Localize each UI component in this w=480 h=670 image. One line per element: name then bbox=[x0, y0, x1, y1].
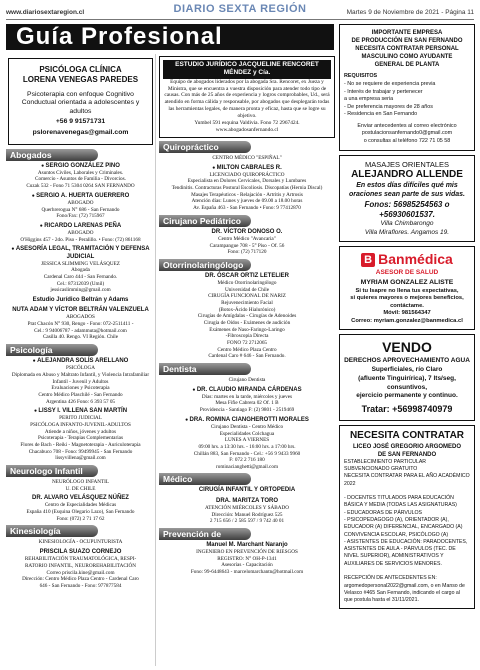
law-firm-title: ESTUDIO JURÍDICO JACQUELINE RENCORET MÉNDEZ y Cía. bbox=[163, 60, 331, 79]
middle-detail: Providencia - Santiago F: (2) 9801 - 2519469 bbox=[199, 407, 295, 414]
left-detail: Flores de Bach - Reiki - Magnetoterapia - Auriculoterapia bbox=[20, 442, 141, 449]
left-detail: KINESIOLOGÍA - OCUPUNTURISTA bbox=[38, 539, 123, 546]
middle-detail: Centro Médico Plaza Centro bbox=[217, 346, 277, 353]
middle-entry bbox=[159, 273, 335, 360]
left-detail: O'Higgins 457 - 2do. Piso - Peralillo. • Fono: (72) 861168 bbox=[20, 236, 141, 243]
left-detail: ABOGADO bbox=[67, 199, 94, 206]
left-detail: Diplomada en Abuso y Maltrato Infantil, y Violencia Intrafamiliar bbox=[11, 371, 150, 378]
left-detail: España 410 (Esquina Olegario Lazo), San Fernando bbox=[26, 509, 135, 516]
left-detail: Cel.: 9 94006787 - adammuta@hotmail.com bbox=[34, 327, 127, 334]
professional-name: PRISCILA SUAZO CORNEJO bbox=[39, 549, 122, 556]
professional-name: CIRUGÍA INFANTIL Y ORTOPEDIA bbox=[198, 487, 296, 494]
middle-detail: REGISTRO: N° OH-P-1341 bbox=[217, 555, 277, 562]
middle-detail: Dirección: Manuel Rodríguez 525 bbox=[211, 511, 283, 518]
middle-text: Equipo de abogados liderados por la abogada Sra. Rencoret, ex Jueza y Ministra, que se encuentra a vuestra disposición para atender todo tipo de causas. Con más de 25 años de experiencia y logros comprobables, Ud., será atendido en forma cálida y responsable, por abogados que desplegarán todas las herramientas legales, de manera pronta y eficaz, hasta que se logre su objetivo. bbox=[164, 78, 330, 120]
left-entry bbox=[6, 163, 155, 190]
left-detail: Atiende a niños, jóvenes y adultos bbox=[44, 428, 117, 435]
banmedica-ad bbox=[339, 246, 475, 331]
left-detail: Comercio - Asuntos de Familia - Divorcios. bbox=[35, 176, 126, 183]
middle-entry bbox=[159, 487, 335, 494]
left-detail: NEURÓLOGO INFANTIL bbox=[51, 478, 110, 485]
middle-detail: Cirujano Dentista bbox=[228, 376, 266, 383]
banmedica-sub: ASESOR DE SALUD bbox=[375, 268, 439, 276]
left-detail: Argentina 426 Fono: 6 393 57 05 bbox=[45, 398, 116, 405]
middle-detail: Atención días: Lunes y jueves de 09.00 a 18.00 horas bbox=[191, 198, 303, 205]
middle-entry bbox=[159, 498, 335, 525]
middle-detail: Exámenes de Naso-Faringo-Laringo bbox=[209, 326, 285, 333]
left-detail: Chacabuco 708 - Fono: 99499945 - San Fernando bbox=[28, 448, 133, 455]
masajes-name: ALEJANDRO ALLENDE bbox=[351, 169, 463, 181]
banmedica-line: si quieres mayores o mejores beneficios, bbox=[350, 295, 464, 302]
professional-name: DR. VÍCTOR DONOSO O. bbox=[211, 228, 283, 235]
vendo-line: (afluente Tinguirírica), 7 lts/seg, bbox=[358, 374, 456, 382]
banmedica-lines bbox=[344, 288, 470, 326]
left-detail: PSICÓLOGA INFANTO-JUVENIL-ADULTOS bbox=[30, 422, 131, 429]
empresa-req-title: REQUISITOS bbox=[344, 73, 378, 80]
psicologa-phone[interactable]: +56 9 91571731 bbox=[55, 118, 106, 126]
psicologa-ad bbox=[8, 58, 153, 145]
vendo-contact[interactable]: Tratar: +56998740979 bbox=[361, 404, 453, 415]
left-detail: lissyvillena@gmail.com bbox=[55, 455, 106, 462]
banmedica-line: Si tu Isapre no llena tus expectativas, bbox=[355, 287, 459, 294]
left-sections bbox=[6, 149, 155, 590]
left-detail: ABOGADO bbox=[67, 230, 94, 237]
middle-section-header: Prevención de Riesgos bbox=[159, 528, 251, 540]
professional-name: ● DRA. ROMINA CIANGHEROTTI MORALES bbox=[159, 417, 335, 424]
middle-detail: Especialidades Colchagua bbox=[219, 430, 275, 437]
middle-entry bbox=[159, 377, 335, 384]
middle-section-header: Quiropráctico bbox=[159, 141, 251, 153]
empresa-foot-line: Enviar antecedentes al correo electrónico bbox=[357, 122, 457, 129]
left-detail: Cuzak 532 - Fono 71 5304 0264 SAN FERNANDO bbox=[26, 183, 135, 190]
middle-detail: 09:00 hrs. a 13:30 hrs. - 16:00 hrs. a 17:00 hrs. bbox=[198, 443, 296, 450]
professional-name: DR. ÓSCAR ORTIZ LETELIER bbox=[205, 272, 289, 279]
left-detail: 646 - San Fernando - Fono: 977877584 bbox=[39, 582, 122, 589]
left-detail: Psicoterapia - Terapias Complementarias bbox=[38, 435, 123, 442]
necesita-line: - ASISTENTES DE EDUCACIÓN: PARADOCENTES, ASISTENTES DE AULA - PÁRVULOS (TEC. DE NIVEL SUPERIOR), ADMINISTRATIVOS Y AUXILIARES DE SERVICIOS MENORES. bbox=[344, 538, 468, 567]
masajes-ad bbox=[339, 155, 475, 242]
left-entry bbox=[6, 223, 155, 244]
left-detail: Evaluaciones y Psicoterapia bbox=[51, 385, 110, 392]
middle-detail: Fono: 99-6448643 - marcelomarchantn@hotmail.com bbox=[190, 568, 304, 575]
left-detail: ABOGADOS bbox=[66, 314, 95, 321]
professional-name: ● SERGIO GONZÁLEZ PINO bbox=[6, 163, 155, 170]
left-detail: Abogada bbox=[71, 267, 90, 274]
middle-section-header: Médico bbox=[159, 473, 251, 485]
middle-detail: Centro Médico "Avancaria" bbox=[218, 235, 276, 242]
left-detail: Cardenal Caro 444 - San Fernando. bbox=[43, 274, 118, 281]
empresa-req-line: - De preferencia mayores de 28 años bbox=[344, 103, 433, 110]
left-detail: Centro de Especialidades Médicas bbox=[44, 502, 117, 509]
left-detail: Prat Chacón N° 930, Rengo - Fono: 072-2511411 - bbox=[27, 321, 134, 328]
left-section-header: Psicología bbox=[6, 344, 98, 356]
banmedica-line: Móvil: 981564347 bbox=[383, 310, 431, 317]
middle-detail: rominacianghetti@gmail.com bbox=[216, 463, 278, 470]
left-detail: Fono: (072) 2 71 17 62 bbox=[56, 515, 105, 522]
left-entry bbox=[6, 539, 155, 546]
left-detail: Infantil - Juvenil y Adultos bbox=[52, 378, 109, 385]
middle-detail: 2 715 656 / 2 585 597 / 9 742 40 01 bbox=[209, 518, 285, 525]
professional-name: ● DR. CLAUDIO MIRANDA CÁRDENAS bbox=[159, 387, 335, 394]
vendo-line: consuntivos, bbox=[386, 383, 428, 391]
psicologa-title: PSICÓLOGA CLÍNICA bbox=[39, 65, 122, 74]
necesita-lines bbox=[344, 459, 470, 605]
professional-name: ● RICARDO LARENAS PEÑA bbox=[6, 223, 155, 230]
page-date: Martes 9 de Noviembre de 2021 - Página 11 bbox=[346, 9, 474, 16]
left-detail: RATORIO INFANTIL, NEUROREHABILITACIÓN bbox=[24, 562, 137, 569]
professional-name: ● ASESORÍA LEGAL, TRAMITACIÓN Y DEFENSA JUDICIAL bbox=[6, 246, 155, 260]
empresa-ad bbox=[339, 24, 475, 151]
banmedica-logo bbox=[344, 251, 470, 269]
masajes-phones[interactable]: Fonos: 56985254563 o +56930601537. bbox=[364, 199, 450, 220]
middle-detail: Fono: (72) 717120 bbox=[227, 249, 267, 256]
vendo-ad bbox=[339, 334, 475, 420]
middle-detail: F: 072 2 716 180 bbox=[229, 457, 265, 464]
empresa-head-line: GENERAL DE PLANTA bbox=[374, 62, 440, 69]
middle-detail: Masajes Terapéuticos - Relajación - Artritis y Artrosis bbox=[191, 191, 303, 198]
middle-entry bbox=[159, 229, 335, 256]
masajes-title: MASAJES ORIENTALES bbox=[364, 159, 450, 169]
middle-detail: Días: martes en la tarde, miércoles y jueves bbox=[201, 393, 293, 400]
left-section-header: Kinesiología bbox=[6, 525, 98, 537]
header-rule bbox=[6, 19, 474, 20]
middle-detail: (Botox-Ácido Hialurónico) bbox=[218, 306, 276, 313]
necesita-line: argomedopersonal2022@gmail.com, o en Manso de Velasco #465 San Fernando, indicando el cargo al que postula hasta el 31/11/2021. bbox=[344, 582, 465, 604]
middle-entry bbox=[159, 155, 335, 162]
banmedica-name: MYRIAM GONZALEZ ALISTE bbox=[360, 279, 454, 287]
left-detail: JESSICA SLIMMING VELÁSQUEZ bbox=[41, 260, 120, 267]
left-detail: U. DE CHILE bbox=[65, 485, 96, 492]
middle-detail: Av. España 463 - San Fernando • Fono: 9 77412870 bbox=[193, 205, 301, 211]
middle-detail: Especialista en Dolores Cervicales, Dorsales y Lumbares bbox=[187, 178, 307, 185]
professional-name: DRA. MARITZA TORO bbox=[216, 497, 278, 504]
professional-name: ● SERGIO A. HUERTA GUERRERO bbox=[6, 193, 155, 200]
column-left bbox=[6, 54, 156, 666]
banmedica-line: Correo: myriam.gonzalez@banmedica.cl bbox=[351, 317, 463, 324]
empresa-req-line: a una empresa seria bbox=[344, 96, 394, 103]
middle-detail: Cardenal Caro # 646 - San Fernando. bbox=[208, 353, 286, 360]
middle-detail: Cirugías de Amígdalas - Cirugías de Adenoides bbox=[197, 313, 297, 320]
middle-section-header: Cirujano Pediátrico bbox=[159, 215, 251, 227]
psicologa-email[interactable]: pslorenavenegas@gmail.com bbox=[32, 128, 129, 136]
necesita-line: NECESITA CONTRATAR PARA EL AÑO ACADÉMICO 2022 bbox=[344, 473, 470, 487]
left-detail: Correo priscila.kine@gmail.com bbox=[46, 569, 115, 576]
middle-detail: Carampangue 708 - 5° Piso - Of. 56 bbox=[209, 242, 285, 249]
left-entry bbox=[6, 193, 155, 220]
psicologa-desc: Psicoterapia con enfoque Cognitivo Conductual orientada a adolescentes y adultos bbox=[21, 90, 140, 115]
middle-section-header: Otorrinolaringólogo bbox=[159, 259, 251, 271]
middle-detail: ATENCIÓN MIÉRCOLES Y SÁBADO bbox=[205, 504, 289, 511]
middle-detail: LUNES A VIERNES bbox=[224, 437, 270, 444]
banmedica-line: contáctame. bbox=[390, 302, 424, 309]
left-detail: Fono/Fax: (72) 715967 bbox=[56, 213, 105, 220]
middle-text: Yumbel 591 esquina Valdivia. Fono 72 2967424. bbox=[194, 120, 300, 127]
middle-entry bbox=[159, 165, 335, 212]
professional-name: ● LISSY I. VILLENA SAN MARTÍN bbox=[6, 408, 155, 415]
masajes-message: En estos días difíciles qué mis oraciones sean parte de sus vidas. bbox=[349, 181, 465, 198]
necesita-sub1: LICEO JOSÉ GREGORIO ARGOMEDO bbox=[352, 443, 462, 450]
middle-text: www.abogadosanfernando.cl bbox=[215, 126, 279, 133]
empresa-footer bbox=[344, 123, 470, 146]
middle-detail: LICENCIADO QUIROPRÁCTICO bbox=[209, 171, 285, 178]
left-detail: PSICÓLOGA bbox=[65, 365, 96, 372]
necesita-line: - PSICOPEDAGOGO (A), ORIENTADOR (A), EDUCADOR (A) DIFERENCIAL, ENCARGADO (A) CONVIVENCIA ESCOLAR, PSICÓLOGO (A) bbox=[344, 516, 463, 538]
empresa-req-line: - Interés de trabajar y pertenecer bbox=[344, 88, 423, 95]
necesita-line: RECEPCIÓN DE ANTECEDENTES EN: bbox=[344, 575, 437, 582]
empresa-reqs bbox=[344, 81, 470, 119]
middle-detail: Chillán 883, San Fernando - Cel.: +56 9 9433 9960 bbox=[193, 450, 301, 457]
empresa-req-line: - Residencia en San Fernando bbox=[344, 111, 418, 118]
professional-name: Estudio Jurídico Beltrán y Adams bbox=[32, 297, 129, 304]
column-right bbox=[339, 24, 475, 666]
middle-detail: FONO 72 2712065 bbox=[226, 339, 268, 346]
vendo-line: DERECHOS APROVECHAMIENTO AGUA bbox=[344, 357, 470, 365]
site-url[interactable]: www.diariosextaregion.cl bbox=[6, 9, 85, 16]
psicologa-name: LORENA VENEGAS PAREDES bbox=[22, 75, 139, 85]
masajes-address-1: Villa Chimbarongo bbox=[380, 220, 434, 228]
professional-name: DR. ALVARO VELÁSQUEZ NÚÑEZ bbox=[32, 495, 129, 502]
middle-detail: INGENIERO EN PREVENCIÓN DE RIESGOS bbox=[196, 549, 298, 555]
left-entry bbox=[6, 495, 155, 522]
empresa-head-line: IMPORTANTE EMPRESA bbox=[371, 30, 443, 36]
guide-title: Guía Profesional bbox=[6, 24, 334, 50]
left-detail: Centro Médico Plaschilé - San Fernando bbox=[38, 391, 123, 398]
left-detail: PERITO JUDICIAL bbox=[59, 415, 102, 422]
empresa-foot-line: postulacionsanfernando0@gmail.com bbox=[361, 130, 453, 137]
masajes-address-2: Villa Miraflores. Angamos 19. bbox=[364, 228, 450, 236]
left-detail: REHABILITACIÓN TRAUMATOLÓGICA, RESPI- bbox=[24, 556, 137, 563]
page-header bbox=[0, 0, 480, 22]
left-entry bbox=[6, 549, 155, 589]
middle-detail: CIRUGÍA FUNCIONAL DE NARIZ bbox=[208, 293, 286, 300]
professional-name: ● ALEJANDRA SOLÍS ARELLANO bbox=[6, 358, 155, 365]
left-detail: Cel.: 87312039 (Umil) bbox=[56, 280, 105, 287]
empresa-req-line: - No se requiere de experiencia previa bbox=[344, 81, 436, 88]
middle-detail: Mesa Fifie Cabrera 02 Of. 1 B bbox=[215, 400, 279, 407]
necesita-title: NECESITA CONTRATAR bbox=[349, 429, 465, 441]
law-firm-ad bbox=[159, 56, 335, 138]
left-entry bbox=[6, 479, 155, 492]
vendo-line: ejercicio permanente y continuo. bbox=[356, 392, 458, 400]
banmedica-brand: Banmédica bbox=[378, 250, 453, 267]
vendo-line: Superficiales, río Claro bbox=[371, 366, 443, 374]
left-detail: jessicaslimming@gmail.com bbox=[50, 287, 111, 294]
left-detail: Asuntos Civiles, Laborales y Criminales. bbox=[37, 169, 124, 176]
middle-section-header: Dentista bbox=[159, 363, 251, 375]
empresa-head-line: DE PRODUCCIÓN EN SAN FERNANDO bbox=[351, 38, 463, 45]
left-section-header: Abogados bbox=[6, 149, 98, 161]
middle-entry bbox=[159, 387, 335, 414]
necesita-line: - EDUCADORAS DE PÁRVULOS bbox=[344, 509, 423, 516]
left-entry bbox=[6, 297, 155, 304]
middle-detail: Asesorías - Capacitación bbox=[221, 562, 273, 569]
middle-detail: Médico Otorrinolaringólogo bbox=[217, 280, 277, 286]
left-entry bbox=[6, 246, 155, 294]
left-detail: Dirección: Centro Médico Plaza Centro - Cardenal Caro bbox=[22, 576, 139, 583]
left-detail: Querhrerogua N° 686 - San Fernando bbox=[41, 206, 120, 213]
necesita-sub2: DE SAN FERNANDO bbox=[377, 451, 437, 458]
middle-detail: Universidad de Chile bbox=[224, 286, 270, 293]
necesita-line: ESTABLECIMIENTO PARTICULAR SUBVENCIONADO GRATUITO bbox=[344, 458, 427, 472]
left-entry bbox=[6, 358, 155, 405]
empresa-head-line: NECESITA CONTRATAR PERSONAL bbox=[355, 46, 459, 53]
middle-detail: Tendinitis. Contracturas Postural Escoliosis. Discopatías (Hernia Discal) bbox=[171, 185, 323, 192]
empresa-foot-line: o consultas al teléfono 722 71 05 58 bbox=[363, 137, 451, 144]
professional-name: Manuel M. Marchant Naranjo bbox=[206, 541, 288, 548]
middle-entry bbox=[159, 417, 335, 471]
middle-sections bbox=[159, 56, 335, 576]
vendo-lines bbox=[344, 357, 470, 401]
middle-detail: Cirugía de Oídos - Exámenes de audición bbox=[203, 319, 291, 326]
left-entry bbox=[6, 307, 155, 341]
necesita-line: - DOCENTES TITULADOS PARA EDUCACIÓN BÁSICA Y MEDIA (TODAS LAS ASIGNATURAS) bbox=[344, 495, 457, 509]
necesita-ad bbox=[339, 425, 475, 610]
left-detail: Casilla 40. Rengo. VI Región. Chile bbox=[42, 334, 119, 341]
middle-detail: CENTRO MÉDICO "ESPIÑAL" bbox=[212, 154, 282, 161]
empresa-head bbox=[344, 29, 470, 69]
professional-name: ● MILTON CABRALES R. bbox=[159, 165, 335, 172]
middle-detail: Rejuvenecimiento Facial bbox=[221, 299, 273, 306]
vendo-title: VENDO bbox=[382, 339, 432, 356]
middle-detail: Cirujano Dentista - Centro Médico bbox=[210, 423, 284, 430]
professional-name: NUTA ADAM Y VÍCTOR BELTRÁN VALENZUELA bbox=[12, 307, 149, 314]
left-entry bbox=[6, 408, 155, 462]
column-middle bbox=[159, 54, 335, 666]
newspaper-name: DIARIO SEXTA REGIÓN bbox=[173, 3, 307, 15]
middle-detail: -Fibroscopia Directa bbox=[225, 333, 269, 340]
empresa-head-line: MASCULINO COMO AYUDANTE bbox=[361, 54, 453, 61]
banmedica-b-icon: B bbox=[361, 253, 375, 267]
left-section-header: Neurologo Infantil bbox=[6, 465, 98, 477]
